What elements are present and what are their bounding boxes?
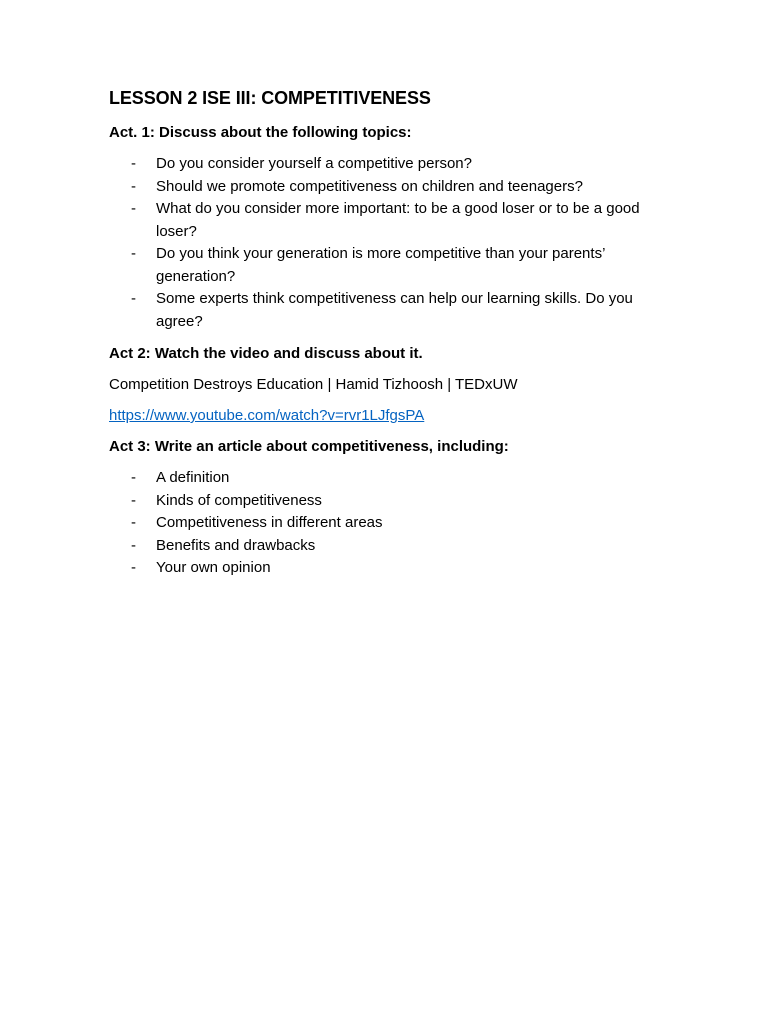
bullet-dash: -	[131, 559, 136, 576]
bullet-dash: -	[131, 536, 136, 554]
act3-heading: Act 3: Write an article about competitiveness, including:	[109, 438, 509, 455]
bullet-dash: -	[131, 290, 136, 307]
list-item	[109, 153, 669, 176]
list-item-text: Your own opinion	[156, 559, 271, 576]
bullet-dash: -	[131, 514, 136, 531]
bullet-dash: -	[131, 469, 136, 486]
bullet-dash: -	[131, 200, 136, 217]
list-item-text: Kinds of competitiveness	[156, 491, 322, 509]
list-item-text: Do you consider yourself a competitive person?	[156, 155, 472, 172]
video-link[interactable]: https://www.youtube.com/watch?v=rvr1LJfgsPA	[109, 407, 425, 424]
list-item-text: Competitiveness in different areas	[156, 514, 383, 531]
list-item-text: Benefits and drawbacks	[156, 536, 316, 554]
list-item-text: A definition	[156, 469, 230, 486]
list-item-text: Some experts think competitiveness can help our learning skills. Do you agree?	[156, 290, 633, 330]
list-item	[109, 535, 669, 558]
bullet-dash: -	[131, 245, 136, 262]
list-item	[109, 490, 669, 513]
list-item	[109, 467, 669, 490]
list-item-text: Should we promote competitiveness on children and teenagers?	[156, 177, 583, 195]
list-item-text: Do you think your generation is more competitive than your parents’ generation?	[156, 245, 605, 285]
bullet-dash: -	[131, 491, 136, 509]
document-content	[109, 86, 669, 590]
list-item	[109, 243, 669, 288]
act1-heading: Act. 1: Discuss about the following topics:	[109, 124, 412, 141]
list-item-text: What do you consider more important: to be a good loser or to be a good loser?	[156, 200, 640, 240]
act2-heading: Act 2: Watch the video and discuss about it.	[109, 345, 423, 362]
list-item	[109, 512, 669, 535]
bullet-dash: -	[131, 155, 136, 172]
video-title: Competition Destroys Education | Hamid Tizhoosh | TEDxUW	[109, 376, 518, 393]
list-item	[109, 198, 669, 243]
video-link-line	[109, 405, 669, 427]
list-item	[109, 557, 669, 580]
list-item	[109, 176, 669, 199]
bullet-dash: -	[131, 177, 136, 195]
list-item	[109, 288, 669, 333]
act1-list	[109, 153, 669, 333]
page-title: LESSON 2 ISE III: COMPETITIVENESS	[109, 88, 431, 108]
act3-list	[109, 467, 669, 580]
